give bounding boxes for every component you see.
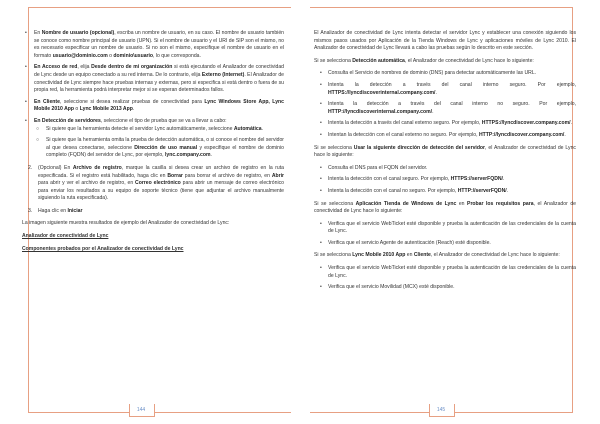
list-item: • Intenta la detección con el canal no seguro. Por ejemplo, HTTP://serverFQDN/.	[320, 187, 509, 194]
section-heading: Componentes probados por el Analizador de conectividad de Lync	[22, 245, 184, 252]
paragraph: La imagen siguiente muestra resultados de ejemplo del Analizador de conectividad de Lync:	[22, 220, 230, 227]
sub-list-item: ○ Si quiere que la herramienta omita la prueba de detección automática, o si conoce el nombre del servidor al que desea conectarse, seleccione Dirección de uso manual y especifique el nombre de dominio completo (FQDN) del servidor de Lync, por ejemplo, lync.company.com.	[36, 137, 284, 159]
list-item: • Verifica que el servicio Agente de autenticación (Reach) esté disponible.	[320, 239, 491, 246]
list-item: • Consulta el Servicio de nombres de dominio (DNS) para detectar automáticamente las URL.	[320, 70, 537, 77]
list-item: • En Cliente, seleccione si desea realizar pruebas de conectividad para Lync Windows Store App, Lync Mobile 2010 App o Lync Mobile 2013 App.	[25, 98, 284, 113]
list-item: • Verifica que el servicio WebTicket esté disponible y prueba la autenticación de las credenciales de la cuenta de Lync.	[320, 220, 576, 235]
list-item: • Intenta la detección a través del canal interno seguro. Por ejemplo, HTTPS://lyncdiscoverinternal.company.com/.	[320, 81, 576, 96]
page-number: 144	[130, 404, 152, 416]
list-item: • Intentan la detección con el canal externo no seguro. Por ejemplo, HTTP://lyncdiscover.company.com/.	[320, 131, 566, 138]
right-page-content	[314, 30, 576, 297]
list-item: • Verifica que el servicio Movilidad (MCX) esté disponible.	[320, 284, 455, 291]
paragraph: Si se selecciona Detección automática, el Analizador de conectividad de Lync hace lo siguiente:	[314, 57, 534, 64]
list-item: • Intenta la detección a través del canal externo seguro. Por ejemplo, HTTPS://lyncdiscover.company.com/.	[320, 120, 572, 127]
list-item: • En Acceso de red, elija Desde dentro de mi organización si está ejecutando el Analizador de conectividad de Lync desde un equipo conectado a su red interna. De lo contrario, elija Externo (Internet). El Analizador de conectividad de Lync siempre hace pruebas internas y externas, pero si especifica si está dentro o fuera de su propia red, la herramienta podrá interpretar mejor si se esperan determinados fallos.	[25, 64, 284, 94]
list-item: • Consulta el DNS para el FQDN del servidor.	[320, 164, 428, 171]
numbered-item: 2. (Opcional) En Archivo de registro, marque la casilla si desea crear un archivo de registro en la ruta especificada. Si el registro está habilitado, haga clic en Borrar para borrar el archivo de registro, en Abrir para abrir y ver el archivo de registro, en Correo electrónico para abrir un mensaje de correo electrónico para enviar los resultados a su equipo de soporte técnico (tiene que adjuntar el archivo manualmente siguiendo la ruta especificada).	[28, 164, 284, 202]
page-number: 145	[430, 404, 452, 416]
numbered-item: 3. Haga clic en Iniciar	[28, 207, 83, 214]
list-item: • Verifica que el servicio WebTicket esté disponible y prueba la autenticación de las credenciales de la cuenta de Lync.	[320, 265, 576, 279]
sub-list-item: ○ Si quiere que la herramienta detecte el servidor Lync automáticamente, seleccione Automática.	[36, 125, 263, 132]
left-page-content	[22, 30, 284, 258]
list-item: • Intenta la detección con el canal seguro. Por ejemplo, HTTPS://serverFQDN/.	[320, 176, 505, 183]
list-item: • Intenta la detección a través del canal interno no seguro. Por ejemplo, HTTP://lyncdiscoverinternal.company.com/.	[320, 101, 576, 115]
paragraph: Si se selecciona Lync Mobile 2010 App en Cliente, el Analizador de conectividad de Lync hace lo siguiente:	[314, 252, 560, 259]
paragraph: Si se selecciona Aplicación Tienda de Windows de Lync en Probar los requisitos para, el Analizador de conectividad de Lync hace lo siguiente:	[314, 200, 576, 215]
list-item: • En Detección de servidores, seleccione el tipo de prueba que se va a llevar a cabo: ○ Si quiere que la herramienta detecte el servidor Lync automáticamente, seleccione Automática. ○ Si quiere que la herramienta omita la prueba de detección automática, o si conoce el nombre del servidor al que desea conectarse, seleccione Dirección de uso manual y especifique el nombre de dominio completo (FQDN) del servidor de Lync, por ejemplo, lync.company.com.	[25, 117, 284, 159]
paragraph: El Analizador de conectividad de Lync intenta detectar el servidor Lync y establecer una conexión siguiendo los mismos pasos usados por Aplicación de la Tienda Windows de Lync y aplicaciones móviles de Lync 2010. El Analizador de conectividad de Lync llevará a cabo las pruebas según lo descrito en este sección.	[314, 30, 576, 52]
right-page	[300, 0, 600, 424]
list-item: • En Nombre de usuario (opcional), escriba un nombre de usuario, en su caso. El nombre de usuario también se conoce como nombre principal de usuario (UPN). Si el nombre de usuario y el URI de SIP son el mismo, no es necesario especificar un nombre de usuario. Si no son el mismo, especifique el nombre de usuario en el formato usuario@dominio.com o dominio\usuario, lo que corresponda.	[25, 30, 284, 59]
paragraph: Si se selecciona Usar la siguiente dirección de detección del servidor, el Analizador de conectividad de Lync hace lo siguiente:	[314, 144, 576, 159]
section-heading: Analizador de conectividad de Lync	[22, 233, 109, 240]
